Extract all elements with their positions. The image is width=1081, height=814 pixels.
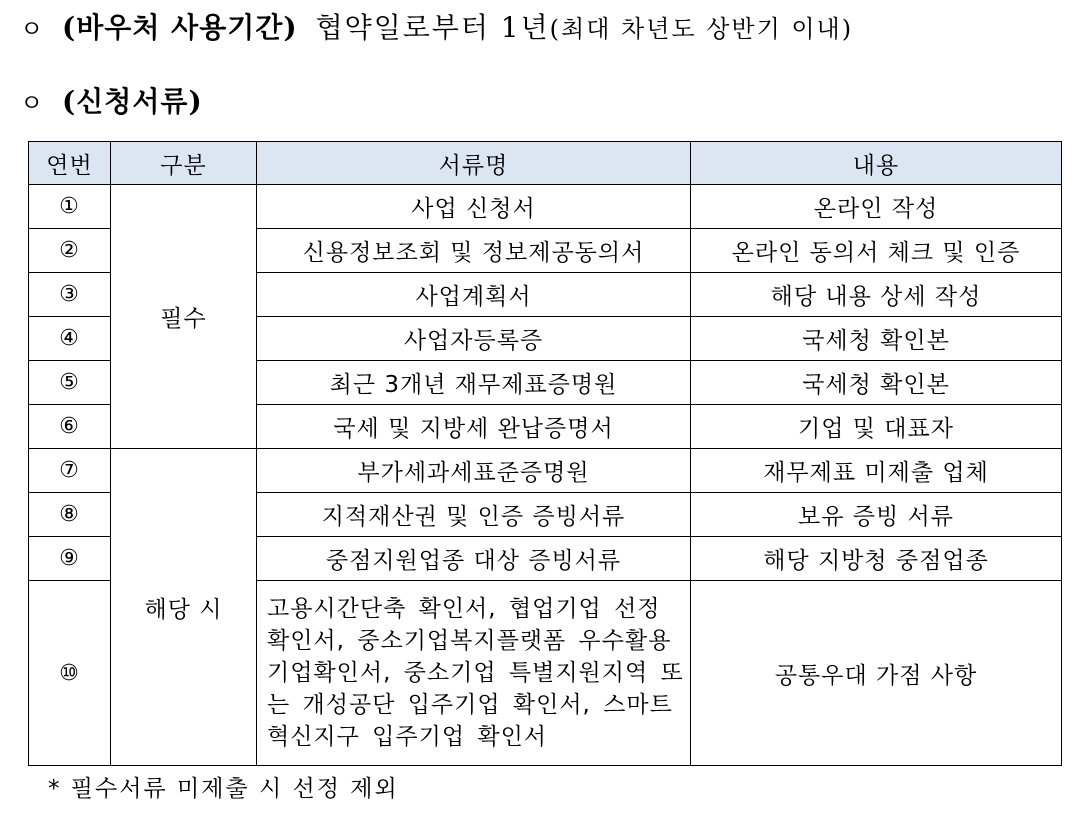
voucher-period-note: (최대 차년도 상반기 이내)	[549, 15, 854, 43]
category-required: 필수	[111, 185, 257, 449]
row-document: 국세 및 지방세 완납증명서	[257, 405, 691, 449]
header-category: 구분	[111, 142, 257, 185]
row-number: ⑤	[29, 361, 111, 405]
row-content: 재무제표 미제출 업체	[691, 449, 1062, 493]
bullet-marker: ㅇ	[20, 89, 44, 117]
row-number: ②	[29, 229, 111, 273]
row-content: 기업 및 대표자	[691, 405, 1062, 449]
table-header-row	[29, 142, 1062, 185]
row-content: 해당 내용 상세 작성	[691, 273, 1062, 317]
row-number: ⑩	[29, 581, 111, 766]
row-content: 보유 증빙 서류	[691, 493, 1062, 537]
bullet-marker: ㅇ	[20, 15, 44, 43]
row-content: 온라인 작성	[691, 185, 1062, 229]
header-content: 내용	[691, 142, 1062, 185]
voucher-period-text: 협약일로부터 1년	[315, 11, 550, 44]
row-document: 신용정보조회 및 정보제공동의서	[257, 229, 691, 273]
row-content: 공통우대 가점 사항	[691, 581, 1062, 766]
table-row	[29, 185, 1062, 229]
header-document: 서류명	[257, 142, 691, 185]
header-number: 연번	[29, 142, 111, 185]
voucher-period-line	[20, 6, 853, 46]
row-number: ⑦	[29, 449, 111, 493]
row-content: 국세청 확인본	[691, 361, 1062, 405]
table-row	[29, 449, 1062, 493]
row-document: 고용시간단축 확인서, 협업기업 선정 확인서, 중소기업복지플랫폼 우수활용 기업확인서, 중소기업 특별지원지역 또는 개성공단 입주기업 확인서, 스마트 혁신지구 입주기업 확인서	[257, 581, 691, 766]
row-document: 최근 3개년 재무제표증명원	[257, 361, 691, 405]
row-document: 사업 신청서	[257, 185, 691, 229]
row-content: 국세청 확인본	[691, 317, 1062, 361]
row-number: ③	[29, 273, 111, 317]
voucher-period-label: (바우처 사용기간)	[62, 11, 298, 44]
row-document: 사업자등록증	[257, 317, 691, 361]
documents-heading-label: (신청서류)	[62, 85, 203, 118]
category-if-applicable: 해당 시	[111, 449, 257, 766]
row-number: ⑧	[29, 493, 111, 537]
row-number: ⑨	[29, 537, 111, 581]
row-number: ⑥	[29, 405, 111, 449]
footnote: * 필수서류 미제출 시 선정 제외	[48, 776, 399, 802]
documents-heading-line	[20, 80, 203, 120]
row-content: 온라인 동의서 체크 및 인증	[691, 229, 1062, 273]
row-document: 지적재산권 및 인증 증빙서류	[257, 493, 691, 537]
row-document: 부가세과세표준증명원	[257, 449, 691, 493]
row-document: 중점지원업종 대상 증빙서류	[257, 537, 691, 581]
row-content: 해당 지방청 중점업종	[691, 537, 1062, 581]
documents-table	[28, 141, 1062, 766]
row-document: 사업계획서	[257, 273, 691, 317]
row-number: ④	[29, 317, 111, 361]
row-number: ①	[29, 185, 111, 229]
